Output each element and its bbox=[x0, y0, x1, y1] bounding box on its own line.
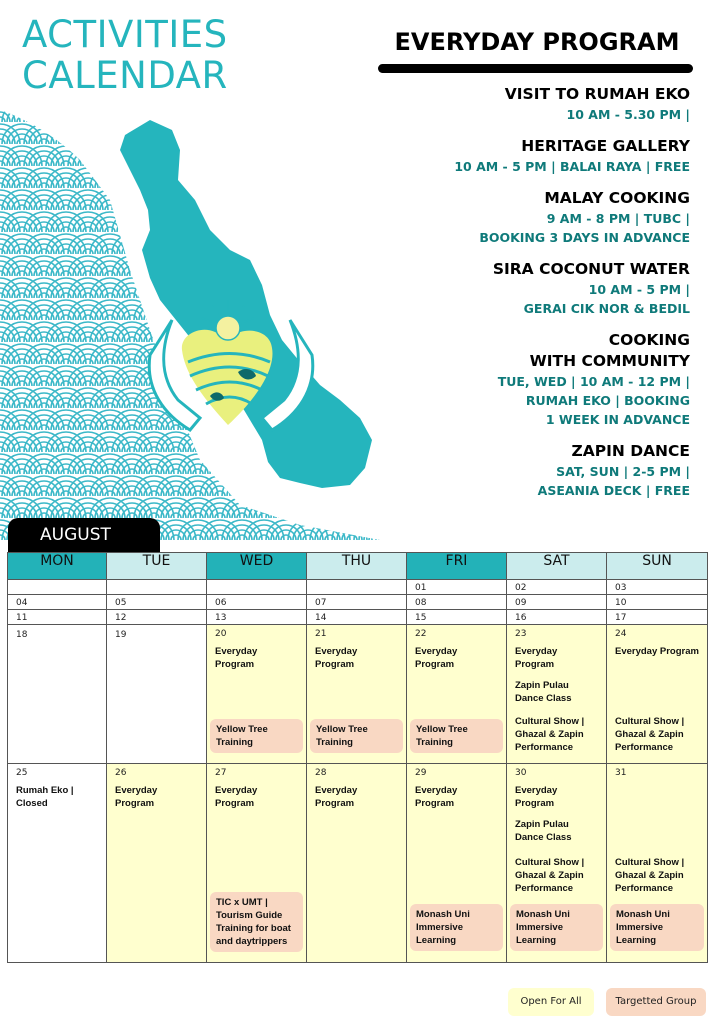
day-number: 06 bbox=[215, 598, 227, 608]
day-number: 07 bbox=[315, 598, 327, 608]
day-number: 24 bbox=[615, 629, 627, 639]
day-cell bbox=[307, 610, 407, 625]
event-yellow-tree-training: Yellow Tree Training bbox=[410, 719, 503, 753]
program-name: ZAPIN DANCE bbox=[571, 442, 690, 460]
weekday-header-row bbox=[8, 553, 708, 580]
day-cell bbox=[207, 595, 307, 610]
event-everyday-program: Everyday Program bbox=[315, 785, 358, 809]
legend-targeted-group: Targetted Group bbox=[606, 988, 706, 1016]
day-number: 13 bbox=[215, 613, 227, 623]
month-tab: AUGUST bbox=[8, 518, 160, 552]
program-detail: 10 AM - 5 PM | bbox=[588, 282, 690, 297]
program-detail: RUMAH EKO | BOOKING bbox=[525, 393, 690, 408]
week-row bbox=[8, 595, 708, 610]
title-line-2: CALENDAR bbox=[22, 54, 228, 97]
day-cell bbox=[207, 764, 307, 963]
day-number: 18 bbox=[16, 630, 28, 640]
title-line-1: ACTIVITIES bbox=[22, 13, 228, 56]
event-cultural-show: Cultural Show | Ghazal & Zapin Performance bbox=[615, 857, 685, 894]
day-cell bbox=[407, 625, 507, 764]
day-number: 11 bbox=[16, 613, 28, 623]
day-header-wed: WED bbox=[207, 553, 307, 580]
day-number: 22 bbox=[415, 629, 427, 639]
event-everyday-program: Everyday Program bbox=[215, 646, 258, 670]
day-cell bbox=[507, 610, 607, 625]
event-cultural-show: Cultural Show | Ghazal & Zapin Performance bbox=[515, 857, 585, 894]
day-number: 02 bbox=[515, 583, 527, 593]
program-list bbox=[360, 84, 690, 512]
program-detail: BOOKING 3 DAYS IN ADVANCE bbox=[479, 230, 690, 245]
day-header-tue: TUE bbox=[107, 553, 207, 580]
program-detail: GERAI CIK NOR & BEDIL bbox=[523, 301, 690, 316]
day-number: 09 bbox=[515, 598, 527, 608]
day-cell bbox=[607, 764, 708, 963]
day-number: 23 bbox=[515, 629, 527, 639]
day-cell bbox=[8, 610, 107, 625]
event-monash-immersive: Monash Uni Immersive Learning bbox=[610, 904, 704, 951]
event-monash-immersive: Monash Uni Immersive Learning bbox=[410, 904, 503, 951]
day-cell bbox=[607, 610, 708, 625]
event-zapin-dance-class: Zapin Pulau Dance Class bbox=[515, 680, 572, 704]
day-number: 30 bbox=[515, 768, 527, 778]
event-rumah-eko-closed: Rumah Eko | Closed bbox=[16, 785, 74, 809]
day-number: 31 bbox=[615, 768, 627, 778]
day-cell bbox=[307, 625, 407, 764]
day-number: 26 bbox=[115, 768, 127, 778]
program-name: HERITAGE GALLERY bbox=[521, 137, 690, 155]
day-number: 19 bbox=[115, 630, 127, 640]
program-name: MALAY COOKING bbox=[544, 189, 690, 207]
day-cell-empty bbox=[207, 580, 307, 595]
day-header-sun: SUN bbox=[607, 553, 708, 580]
event-tic-umt-training: TIC x UMT | Tourism Guide Training for boat and daytrippers bbox=[210, 892, 303, 952]
event-everyday-program: Everyday Program bbox=[115, 785, 158, 809]
day-number: 25 bbox=[16, 768, 28, 778]
event-everyday-program: Everyday Program bbox=[615, 646, 699, 657]
event-everyday-program: Everyday Program bbox=[215, 785, 258, 809]
everyday-program-heading: EVERYDAY PROGRAM bbox=[394, 28, 680, 56]
day-cell bbox=[607, 580, 708, 595]
program-rumah-eko bbox=[360, 84, 690, 124]
day-cell bbox=[507, 764, 607, 963]
day-header-sat: SAT bbox=[507, 553, 607, 580]
day-cell bbox=[607, 625, 708, 764]
day-number: 10 bbox=[615, 598, 627, 608]
day-cell bbox=[507, 625, 607, 764]
day-number: 05 bbox=[115, 598, 127, 608]
day-number: 04 bbox=[16, 598, 28, 608]
day-cell bbox=[107, 625, 207, 764]
day-header-mon: MON bbox=[8, 553, 107, 580]
program-name: VISIT TO RUMAH EKO bbox=[504, 85, 690, 103]
day-cell bbox=[207, 610, 307, 625]
program-name: COOKING bbox=[608, 331, 690, 349]
day-cell bbox=[407, 580, 507, 595]
day-number: 15 bbox=[415, 613, 427, 623]
day-number: 14 bbox=[315, 613, 327, 623]
day-cell bbox=[207, 625, 307, 764]
day-number: 12 bbox=[115, 613, 127, 623]
day-number: 16 bbox=[515, 613, 527, 623]
week-row bbox=[8, 610, 708, 625]
event-zapin-dance-class: Zapin Pulau Dance Class bbox=[515, 819, 572, 843]
day-cell bbox=[407, 595, 507, 610]
program-cooking-community bbox=[360, 330, 690, 429]
program-detail: 10 AM - 5.30 PM | bbox=[566, 107, 690, 122]
day-cell-empty bbox=[307, 580, 407, 595]
program-detail: TUE, WED | 10 AM - 12 PM | bbox=[497, 374, 690, 389]
day-number: 01 bbox=[415, 583, 427, 593]
day-number: 21 bbox=[315, 629, 327, 639]
day-cell bbox=[8, 764, 107, 963]
event-monash-immersive: Monash Uni Immersive Learning bbox=[510, 904, 603, 951]
event-yellow-tree-training: Yellow Tree Training bbox=[210, 719, 303, 753]
day-cell bbox=[507, 580, 607, 595]
event-everyday-program: Everyday Program bbox=[515, 785, 558, 809]
terengganu-map-with-hands-icon bbox=[0, 100, 400, 540]
day-cell bbox=[407, 610, 507, 625]
day-cell bbox=[107, 595, 207, 610]
day-number: 29 bbox=[415, 768, 427, 778]
calendar-grid bbox=[7, 552, 708, 963]
program-name-line2: WITH COMMUNITY bbox=[529, 352, 690, 370]
day-cell bbox=[407, 764, 507, 963]
event-yellow-tree-training: Yellow Tree Training bbox=[310, 719, 403, 753]
program-detail: 1 WEEK IN ADVANCE bbox=[545, 412, 690, 427]
program-malay-cooking bbox=[360, 188, 690, 247]
event-everyday-program: Everyday Program bbox=[315, 646, 358, 670]
week-row bbox=[8, 764, 708, 963]
day-header-fri: FRI bbox=[407, 553, 507, 580]
program-detail: 9 AM - 8 PM | TUBC | bbox=[546, 211, 690, 226]
week-row bbox=[8, 625, 708, 764]
day-number: 03 bbox=[615, 583, 627, 593]
program-zapin-dance bbox=[360, 441, 690, 500]
event-everyday-program: Everyday Program bbox=[415, 646, 458, 670]
legend-open-for-all: Open For All bbox=[508, 988, 594, 1016]
day-number: 28 bbox=[315, 768, 327, 778]
day-number: 17 bbox=[615, 613, 627, 623]
day-number: 20 bbox=[215, 629, 227, 639]
day-cell bbox=[507, 595, 607, 610]
day-cell bbox=[107, 764, 207, 963]
event-cultural-show: Cultural Show | Ghazal & Zapin Performance bbox=[515, 716, 585, 753]
event-cultural-show: Cultural Show | Ghazal & Zapin Performance bbox=[615, 716, 685, 753]
day-cell bbox=[8, 595, 107, 610]
event-everyday-program: Everyday Program bbox=[515, 646, 558, 670]
program-sira-coconut bbox=[360, 259, 690, 318]
program-detail: ASEANIA DECK | FREE bbox=[537, 483, 690, 498]
day-cell-empty bbox=[107, 580, 207, 595]
heading-underline bbox=[378, 64, 693, 73]
program-name: SIRA COCONUT WATER bbox=[492, 260, 690, 278]
day-number: 27 bbox=[215, 768, 227, 778]
day-cell bbox=[307, 595, 407, 610]
calendar-title bbox=[22, 14, 228, 96]
program-heritage-gallery bbox=[360, 136, 690, 176]
event-everyday-program: Everyday Program bbox=[415, 785, 458, 809]
day-cell bbox=[107, 610, 207, 625]
day-header-thu: THU bbox=[307, 553, 407, 580]
day-cell bbox=[8, 625, 107, 764]
day-cell-empty bbox=[8, 580, 107, 595]
day-cell bbox=[307, 764, 407, 963]
program-detail: SAT, SUN | 2-5 PM | bbox=[556, 464, 690, 479]
day-number: 08 bbox=[415, 598, 427, 608]
day-cell bbox=[607, 595, 708, 610]
program-detail: 10 AM - 5 PM | BALAI RAYA | FREE bbox=[454, 159, 690, 174]
week-row bbox=[8, 580, 708, 595]
